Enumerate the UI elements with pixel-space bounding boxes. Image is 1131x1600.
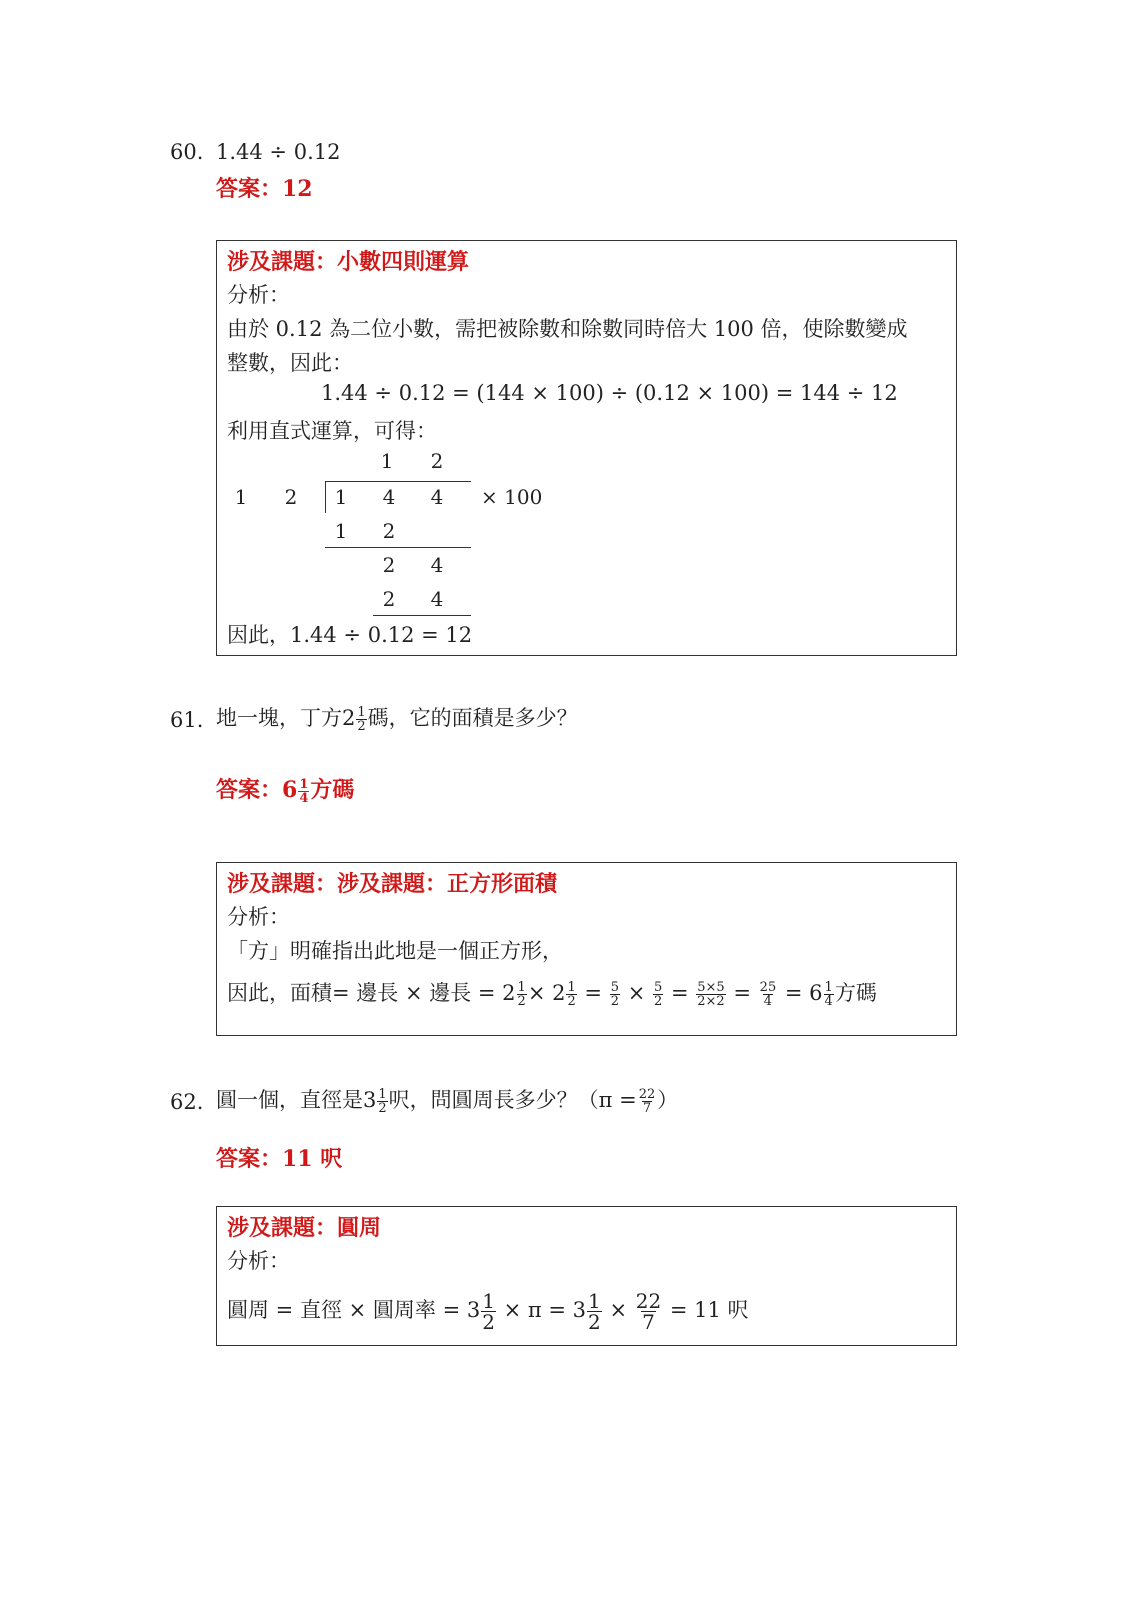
- question-part: 呎，問圓周長多少？（π =: [388, 1088, 637, 1112]
- topic-title: 涉及課題：涉及課題：正方形面積: [227, 871, 558, 897]
- subtraction-line: [325, 547, 471, 548]
- formula-text: = 6: [784, 981, 823, 1005]
- fraction: [653, 981, 663, 1008]
- numerator: 1: [588, 1289, 601, 1313]
- answer: [216, 770, 354, 810]
- dividend-digit: 4: [430, 485, 444, 509]
- analysis-text: 利用直式運算，可得：: [227, 419, 437, 443]
- numerator: 1: [357, 705, 366, 720]
- answer: 答案：12: [216, 176, 313, 202]
- division-bar: [325, 481, 471, 482]
- fraction: [566, 981, 576, 1008]
- fraction: [517, 981, 527, 1008]
- formula-text: = 11 呎: [669, 1298, 749, 1322]
- answer-part: 方碼: [310, 777, 355, 803]
- question-part: 碼，它的面積是多少？: [367, 706, 578, 730]
- fraction: [824, 981, 834, 1008]
- analysis-label: 分析：: [227, 1249, 290, 1273]
- fraction: [356, 706, 366, 733]
- analysis-label: 分析：: [227, 905, 290, 929]
- divisor-digit: 1: [234, 485, 248, 509]
- numerator: 5: [610, 980, 619, 995]
- question-part: ）: [657, 1088, 679, 1112]
- step-digit: 2: [382, 553, 396, 577]
- division-bracket: [325, 481, 326, 513]
- formula-text: 圓周 = 直徑 × 圓周率 = 3: [227, 1298, 481, 1322]
- step-digit: 2: [382, 587, 396, 611]
- conclusion: 因此，1.44 ÷ 0.12 = 12: [227, 623, 473, 647]
- denominator: 4: [763, 994, 773, 1009]
- formula-text: × 2: [527, 981, 566, 1005]
- subtraction-line: [373, 615, 471, 616]
- topic-title: 涉及課題：圓周: [227, 1215, 382, 1241]
- formula-text: =: [670, 981, 689, 1005]
- step-digit: 4: [430, 553, 444, 577]
- denominator: 2: [588, 1310, 601, 1334]
- denominator: 2: [567, 994, 576, 1009]
- formula-text: ×: [609, 1298, 628, 1322]
- numerator: 22: [638, 1087, 656, 1102]
- fraction: [587, 1291, 602, 1332]
- question-text: [216, 1078, 678, 1122]
- denominator: 7: [642, 1310, 655, 1334]
- area-formula: [227, 971, 877, 1015]
- denominator: 7: [642, 1101, 652, 1116]
- numerator: 22: [635, 1289, 662, 1313]
- question-number: 61.: [170, 708, 204, 732]
- analysis-label: 分析：: [227, 283, 290, 307]
- fraction: [759, 981, 778, 1008]
- analysis-box: [216, 240, 957, 656]
- numerator: 1: [378, 1087, 387, 1102]
- formula-text: =: [733, 981, 751, 1005]
- formula-text: × π = 3: [503, 1298, 587, 1322]
- denominator: 2: [482, 1310, 495, 1334]
- question-part: 地一塊，丁方2: [216, 706, 356, 730]
- formula-text: =: [584, 981, 603, 1005]
- quotient-digit: 1: [380, 449, 394, 473]
- analysis-text: 由於 0.12 為二位小數，需把被除數和除數同時倍大 100 倍，使除數變成: [227, 317, 908, 341]
- numerator: 25: [759, 980, 777, 995]
- scale-note: × 100: [481, 485, 543, 509]
- analysis-text: 「方」明確指出此地是一個正方形，: [227, 939, 563, 963]
- topic-title: 涉及課題：小數四則運算: [227, 249, 470, 275]
- question-number: 62.: [170, 1090, 204, 1114]
- question-text: [216, 698, 578, 738]
- numerator: 1: [517, 980, 526, 995]
- denominator: 2: [517, 994, 526, 1009]
- denominator: 2: [610, 994, 619, 1009]
- analysis-box: [216, 1206, 957, 1346]
- numerator: 5: [653, 980, 663, 995]
- answer: 答案：11 呎: [216, 1146, 343, 1172]
- question-part: 圓一個，直徑是3: [216, 1088, 377, 1112]
- denominator: 2: [357, 719, 366, 734]
- denominator: 4: [824, 994, 833, 1009]
- step-digit: 2: [382, 519, 396, 543]
- fraction: [696, 981, 725, 1008]
- question-text: 1.44 ÷ 0.12: [216, 140, 341, 164]
- formula-text: 方碼: [834, 981, 877, 1005]
- dividend-digit: 4: [382, 485, 396, 509]
- denominator: 4: [299, 790, 309, 806]
- fraction: [481, 1291, 496, 1332]
- equation: 1.44 ÷ 0.12 = (144 × 100) ÷ (0.12 × 100) = 144 ÷ 12: [321, 381, 898, 405]
- quotient-digit: 2: [430, 449, 444, 473]
- formula-text: 因此，面積= 邊長 × 邊長 = 2: [227, 981, 516, 1005]
- question-number: 60.: [170, 140, 204, 164]
- denominator: 2×2: [697, 994, 725, 1009]
- numerator: 1: [482, 1289, 495, 1313]
- numerator: 5×5: [697, 980, 725, 995]
- fraction: [298, 778, 309, 805]
- numerator: 1: [567, 980, 576, 995]
- fraction: [638, 1088, 657, 1115]
- fraction: [635, 1291, 662, 1332]
- answer-part: 答案：6: [216, 777, 298, 803]
- formula-text: ×: [627, 981, 646, 1005]
- fraction: [610, 981, 620, 1008]
- denominator: 2: [653, 994, 663, 1009]
- analysis-box: [216, 862, 957, 1036]
- step-digit: 4: [430, 587, 444, 611]
- circumference-formula: [227, 1285, 749, 1335]
- dividend-digit: 1: [334, 485, 348, 509]
- denominator: 2: [378, 1101, 387, 1116]
- fraction: [377, 1088, 387, 1115]
- numerator: 1: [824, 980, 833, 995]
- numerator: 1: [299, 776, 309, 792]
- divisor-digit: 2: [284, 485, 298, 509]
- step-digit: 1: [334, 519, 348, 543]
- analysis-text: 整數，因此：: [227, 351, 353, 375]
